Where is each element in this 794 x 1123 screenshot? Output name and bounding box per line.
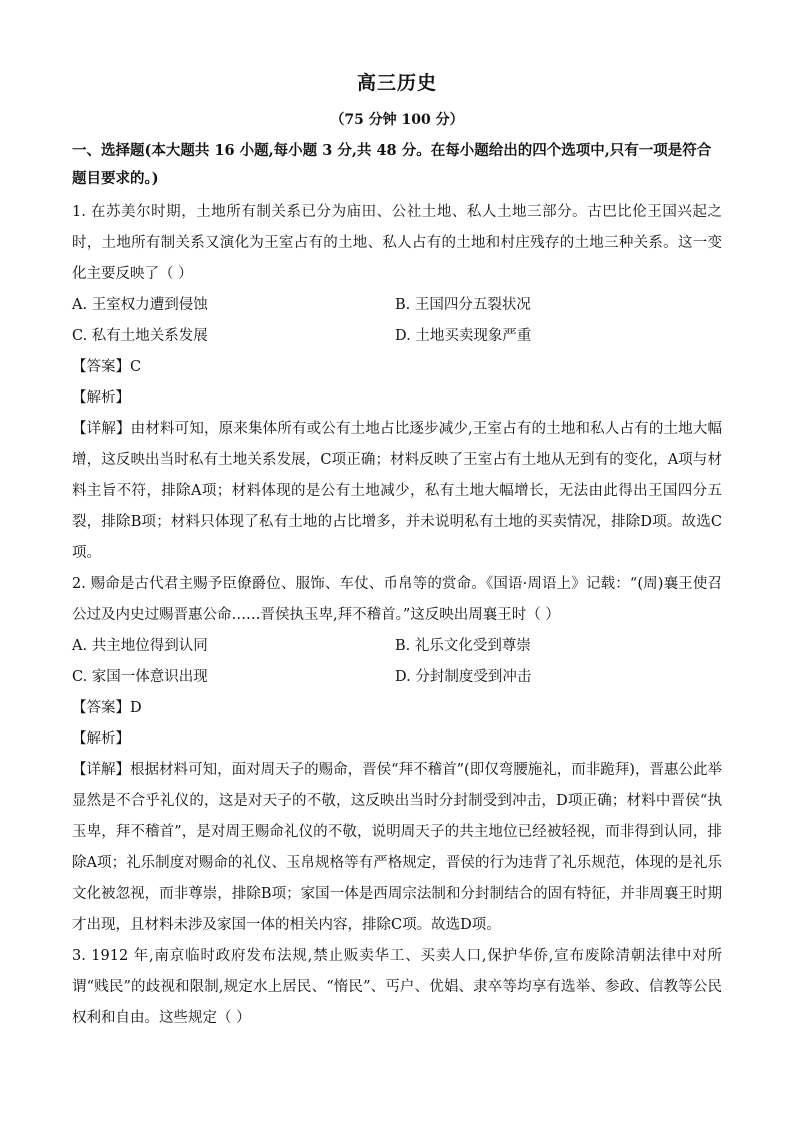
options [72,631,722,693]
option-b: B. 王国四分五裂状况 [395,297,531,313]
answer: 【答案】D [72,700,142,716]
analysis-detail: 【详解】由材料可知，原来集体所有或公有土地占比逐步减少,王室占有的土地和私人占有的土地大幅增，这反映出当时私有土地关系发展，C项正确；材料反映了王室占有土地从无到有的变化，A项与材料主旨不符，排除A项；材料体现的是公有土地减少，私有土地大幅增长，无法由此得出王国四分五裂，排除B项；材料只体现了私有土地的占比增多，并未说明私有土地的买卖情况，排除D项。故选C项。 [72,421,722,561]
option-d: D. 分封制度受到冲击 [395,669,532,685]
analysis-label: 【解析】 [72,731,130,747]
exam-duration-score: （75 分钟 100 分） [330,112,464,128]
answer: 【答案】C [72,359,142,375]
question-1 [72,197,722,569]
option-a: A. 王室权力遭到侵蚀 [72,297,208,313]
option-c: C. 私有土地关系发展 [72,328,208,344]
option-d: D. 土地买卖现象严重 [395,328,532,344]
options [72,290,722,352]
section-heading: 一、选择题(本大题共 16 小题,每小题 3 分,共 48 分。在每小题给出的四个选项中,只有一项是符合题目要求的。) [72,142,712,187]
option-a: A. 共主地位得到认同 [72,638,208,654]
analysis-label: 【解析】 [72,390,130,406]
analysis-detail: 【详解】根据材料可知，面对周天子的赐命，晋侯“拜不稽首”(即仅弯腰施礼，而非跪拜)，晋惠公此举显然是不合乎礼仪的，这是对天子的不敬，这反映出当时分封制受到冲击，D项正确；材料中晋侯“执玉卑，拜不稽首”，是对周王赐命礼仪的不敬，说明周天子的共主地位已经被轻视，而非得到认同，排除A项；礼乐制度对赐命的礼仪、玉帛规格等有严格规定，晋侯的行为违背了礼乐规范，体现的是礼乐文化被忽视，而非尊崇，排除B项；家国一体是西周宗法制和分封制结合的固有特征，并非周襄王时期才出现，且材料未涉及家国一体的相关内容，排除C项。故选D项。 [72,762,722,933]
question-stem: 3. 1912 年,南京临时政府发布法规,禁止贩卖华工、买卖人口,保护华侨,宣布废除清朝法律中对所谓“贱民”的歧视和限制,规定水上居民、“惰民”、丐户、优娼、隶卒等均享有选举、参政、信教等公民权利和自由。这些规定（ ） [72,948,722,1026]
option-c: C. 家国一体意识出现 [72,669,208,685]
question-stem: 1. 在苏美尔时期，土地所有制关系已分为庙田、公社土地、私人土地三部分。古巴比伦王国兴起之时，土地所有制关系又演化为王室占有的土地、私人占有的土地和村庄残存的土地三种关系。这一变化主要反映了（ ） [72,204,722,282]
question-stem: 2. 赐命是古代君主赐予臣僚爵位、服饰、车仗、币帛等的赏命。《国语·周语上》记载：“(周)襄王使召公过及内史过赐晋惠公命……晋侯执玉卑,拜不稽首。”这反映出周襄王时（ ） [72,576,722,623]
question-3 [72,941,722,1034]
question-2 [72,569,722,941]
option-b: B. 礼乐文化受到尊崇 [395,638,531,654]
page-title: 高三历史 [356,72,437,94]
